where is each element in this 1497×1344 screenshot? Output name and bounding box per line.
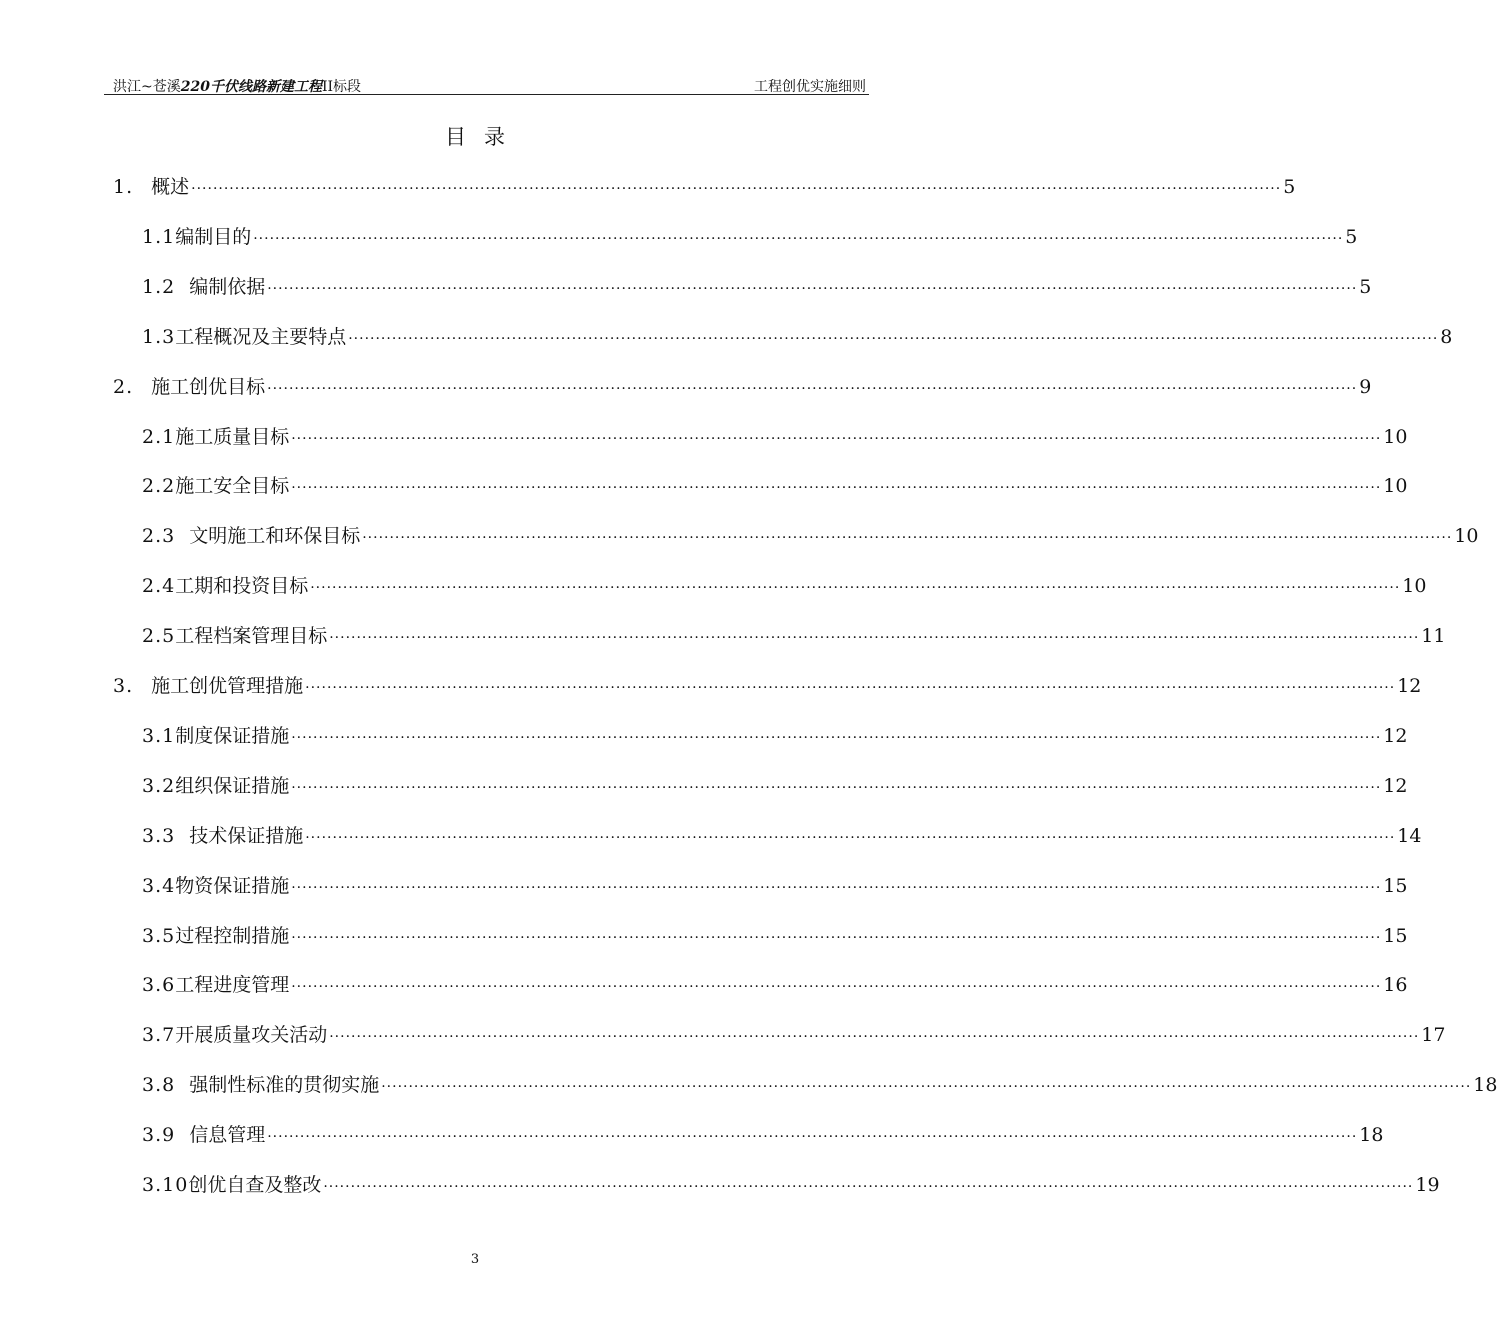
toc-leader-dots: ········································································································································································································: [267, 280, 1358, 297]
toc-entry: [142, 821, 1422, 849]
toc-leader-dots: ········································································································································································································: [267, 1129, 1358, 1146]
header-project-name: 220千伏线路新建工程: [180, 79, 322, 95]
toc-entry-title: 组织保证措施: [175, 774, 290, 797]
toc-entry: [113, 172, 1296, 200]
toc-entry: [142, 222, 1358, 250]
toc-entry-page: 12: [1383, 724, 1408, 747]
toc-entry: [142, 571, 1427, 599]
toc-entry: [142, 621, 1446, 649]
toc-entry-page: 15: [1383, 924, 1408, 947]
toc-entry-page: 18: [1359, 1124, 1384, 1147]
toc-entry-page: 14: [1397, 824, 1422, 847]
toc-entry: [142, 1020, 1446, 1048]
toc-entry-page: 9: [1359, 375, 1372, 398]
toc-entry-page: 10: [1383, 425, 1408, 448]
toc-entry-title: 工程档案管理目标: [175, 625, 328, 648]
toc-entry-number: 3.6: [142, 974, 176, 997]
toc-entry: [113, 671, 1422, 699]
toc-entry-number: 1.1: [142, 225, 176, 248]
toc-entry-title: 开展质量攻关活动: [175, 1024, 328, 1047]
toc-entry-page: 10: [1454, 525, 1479, 548]
toc-leader-dots: ········································································································································································································: [267, 380, 1358, 397]
toc-entry-title: 施工创优管理措施: [151, 675, 304, 697]
toc-entry-page: 19: [1415, 1174, 1440, 1196]
toc-entry-number: 1.3: [142, 325, 176, 348]
toc-leader-dots: ········································································································································································································: [329, 1029, 1420, 1046]
toc-leader-dots: ········································································································································································································: [291, 729, 1382, 746]
toc-entry-number: 1.2: [142, 275, 176, 298]
toc-leader-dots: ········································································································································································································: [291, 929, 1382, 946]
toc-entry-page: 5: [1283, 176, 1296, 198]
toc-entry-title: 施工创优目标: [151, 375, 266, 398]
toc-entry-number: 2.4: [142, 575, 176, 598]
toc-entry-title: 创优自查及整改: [188, 1174, 322, 1196]
toc-entry-number: 2.3: [142, 525, 176, 548]
toc-entry-number: 1.: [113, 176, 134, 198]
toc-entry: [142, 272, 1372, 300]
toc-leader-dots: ········································································································································································································: [329, 630, 1420, 647]
toc-entry-number: 3.8: [142, 1074, 176, 1097]
toc-entry: [142, 1070, 1497, 1098]
toc-title: 目录: [445, 125, 523, 149]
toc-entry-title: 强制性标准的贯彻实施: [189, 1074, 380, 1097]
toc-entry-page: 15: [1383, 874, 1408, 897]
toc-entry-number: 3.3: [142, 824, 176, 847]
toc-entry: [142, 322, 1453, 350]
toc-leader-dots: ········································································································································································································: [291, 779, 1382, 796]
toc-entry-title: 施工质量目标: [175, 425, 290, 448]
toc-entry: [142, 921, 1408, 949]
toc-entry-number: 2.: [113, 375, 134, 398]
toc-entry-page: 11: [1421, 625, 1446, 648]
toc-entry-title: 信息管理: [189, 1124, 266, 1147]
toc-entry-title: 工程概况及主要特点: [175, 325, 347, 348]
toc-entry: [142, 771, 1408, 799]
toc-entry-page: 16: [1383, 974, 1408, 997]
toc-entry-title: 工程进度管理: [175, 974, 290, 997]
toc-entry-title: 编制目的: [175, 225, 252, 248]
toc-leader-dots: ········································································································································································································: [348, 330, 1439, 347]
toc-entry: [113, 372, 1372, 400]
toc-entry-title: 工期和投资目标: [175, 575, 309, 598]
toc-entry-title: 过程控制措施: [175, 924, 290, 947]
toc-entry-page: 12: [1383, 774, 1408, 797]
toc-entry-number: 3.4: [142, 874, 176, 897]
toc-entry-number: 3.5: [142, 924, 176, 947]
toc-entry-number: 2.1: [142, 425, 176, 448]
toc-entry: [142, 471, 1408, 499]
toc-leader-dots: ········································································································································································································: [305, 680, 1396, 696]
toc-entry-page: 10: [1402, 575, 1427, 598]
toc-entry: [142, 1170, 1440, 1198]
toc-entry-page: 10: [1383, 475, 1408, 498]
page-number: 3: [470, 1252, 480, 1267]
toc-entry-number: 3.: [113, 675, 134, 697]
toc-leader-dots: ········································································································································································································: [305, 829, 1396, 846]
toc-entry: [142, 1120, 1384, 1148]
toc-entry-number: 3.10: [142, 1174, 189, 1196]
toc-entry-page: 18: [1473, 1074, 1497, 1097]
toc-leader-dots: ········································································································································································································: [291, 430, 1382, 447]
toc-entry-number: 3.1: [142, 724, 176, 747]
toc-entry-number: 3.7: [142, 1024, 176, 1047]
toc-entry-page: 5: [1345, 225, 1358, 248]
toc-entry-title: 制度保证措施: [175, 724, 290, 747]
toc-entry-title: 物资保证措施: [175, 874, 290, 897]
toc-leader-dots: ········································································································································································································: [253, 230, 1344, 247]
toc-entry-number: 3.2: [142, 774, 176, 797]
toc-leader-dots: ········································································································································································································: [381, 1079, 1472, 1096]
toc-entry-page: 5: [1359, 275, 1372, 298]
toc-entry: [142, 422, 1408, 450]
running-header-right: 工程创优实施细则: [754, 79, 866, 95]
toc-entry: [142, 970, 1408, 998]
toc-entry-page: 8: [1440, 325, 1453, 348]
toc-entry-title: 施工安全目标: [175, 475, 290, 498]
toc-leader-dots: ········································································································································································································: [310, 580, 1401, 597]
toc-entry-title: 文明施工和环保目标: [189, 525, 361, 548]
toc-entry-number: 2.2: [142, 475, 176, 498]
toc-entry: [142, 521, 1479, 549]
toc-leader-dots: ········································································································································································································: [291, 480, 1382, 497]
toc-entry-title: 技术保证措施: [189, 824, 304, 847]
toc-leader-dots: ········································································································································································································: [191, 181, 1282, 197]
toc-entry-page: 17: [1421, 1024, 1446, 1047]
toc-leader-dots: ········································································································································································································: [323, 1179, 1414, 1195]
toc-leader-dots: ········································································································································································································: [362, 530, 1453, 547]
toc-leader-dots: ········································································································································································································: [291, 879, 1382, 896]
toc-leader-dots: ········································································································································································································: [291, 979, 1382, 996]
toc-entry-page: 12: [1397, 675, 1422, 697]
toc-entry: [142, 871, 1408, 899]
toc-entry-number: 2.5: [142, 625, 176, 648]
header-project-prefix: 洪江~苍溪: [113, 79, 181, 95]
toc-entry-number: 3.9: [142, 1124, 176, 1147]
header-project-suffix: II标段: [321, 79, 362, 95]
toc-entry-title: 编制依据: [189, 275, 266, 298]
toc-entry-title: 概述: [151, 176, 190, 198]
toc-entry: [142, 721, 1408, 749]
